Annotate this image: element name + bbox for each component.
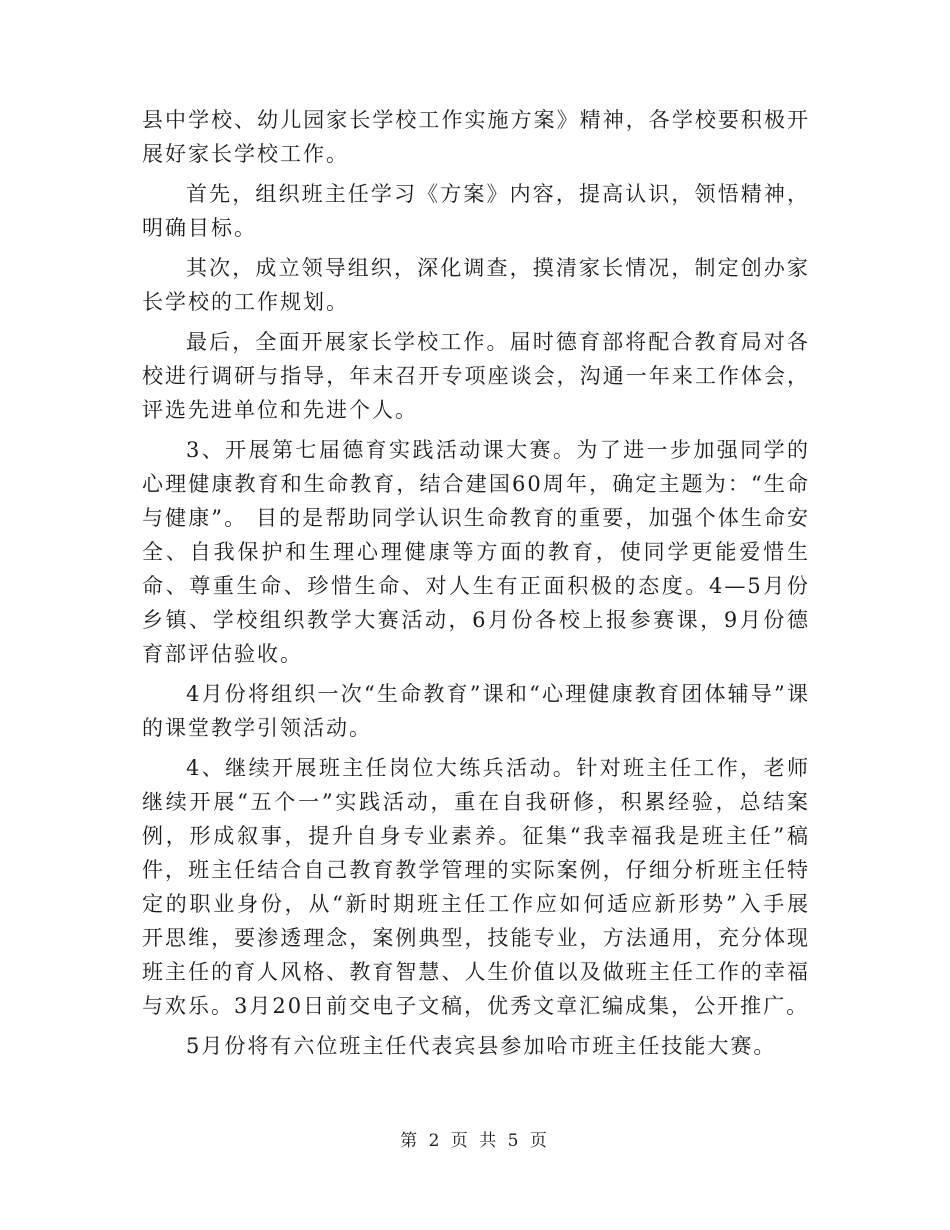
- paragraph-second: 其次，成立领导组织，深化调查，摸清家长情况，制定创办家长学校的工作规划。: [142, 256, 810, 314]
- paragraph-finally: 最后，全面开展家长学校工作。届时德育部将配合教育局对各校进行调研与指导，年末召开专项座谈会，沟通一年来工作体会，评选先进单位和先进个人。: [142, 330, 810, 422]
- document-body: [142, 103, 810, 1069]
- page-footer: 第 2 页 共 5 页: [400, 1131, 550, 1151]
- paragraph-first: 首先，组织班主任学习《方案》内容，提高认识，领悟精神，明确目标。: [142, 182, 810, 240]
- paragraph-may: 5月份将有六位班主任代表宾县参加哈市班主任技能大赛。: [186, 1034, 777, 1058]
- paragraph-april: 4月份将组织一次“生命教育”课和“心理健康教育团体辅导”课的课堂教学引领活动。: [142, 682, 810, 740]
- paragraph-continuation: 县中学校、幼儿园家长学校工作实施方案》精神，各学校要积极开展好家长学校工作。: [142, 108, 810, 166]
- paragraph-item-4: 4、继续开展班主任岗位大练兵活动。针对班主任工作，老师继续开展“五个一”实践活动，重在自我研修，积累经验，总结案例，形成叙事，提升自身专业素养。征集“我幸福我是班主任”稿件，班主任结合自己教育教学管理的实际案例，仔细分析班主任特定的职业身份，从“新时期班主任工作应如何适应新形势”入手展开思维，要渗透理念，案例典型，技能专业，方法通用，充分体现班主任的育人风格、教育智慧、人生价值以及做班主任工作的幸福与欢乐。3月20日前交电子文稿，优秀文章汇编成集，公开推广。: [142, 756, 810, 1018]
- paragraph-item-3: 3、开展第七届德育实践活动课大赛。为了进一步加强同学的心理健康教育和生命教育，结合建国60周年，确定主题为：“生命与健康”。 目的是帮助同学认识生命教育的重要，加强个体生命安全、自我保护和生理心理健康等方面的教育，使同学更能爱惜生命、尊重生命、珍惜生命、对人生有正面积极的态度。4—5月份乡镇、学校组织教学大赛活动，6月份各校上报参赛课，9月份德育部评估验收。: [142, 438, 810, 666]
